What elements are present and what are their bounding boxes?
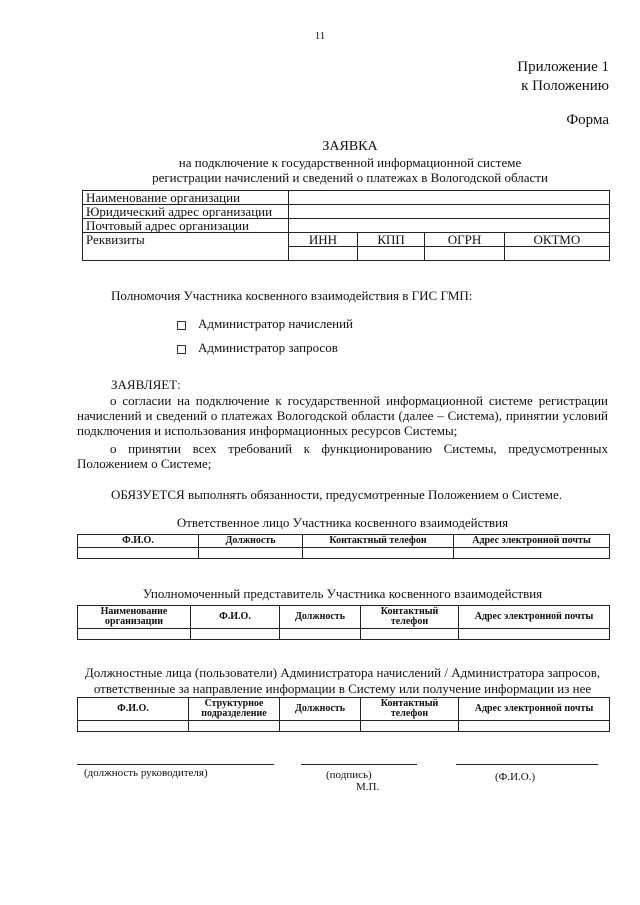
table-cell[interactable] <box>361 721 459 732</box>
subtitle-line-2: регистрации начислений и сведений о платежах в Вологодской области <box>152 170 548 185</box>
declares-paragraph-2: о принятии всех требований к функционированию Системы, предусмотренных Положением о Системе; <box>77 441 608 471</box>
table-row <box>78 698 610 721</box>
table-cell[interactable] <box>303 548 454 559</box>
column-header: Контактный телефон <box>361 698 459 721</box>
option-label: Администратор запросов <box>198 340 338 355</box>
obliges-statement: ОБЯЗУЕТСЯ выполнять обязанности, предусмотренные Положением о Системе. <box>111 487 562 502</box>
table-cell[interactable] <box>459 721 610 732</box>
document-title: ЗАЯВКА <box>322 139 378 154</box>
form-label: Форма <box>566 112 609 128</box>
table-row <box>78 606 610 629</box>
column-header: Ф.И.О. <box>191 606 280 629</box>
table-cell[interactable] <box>280 721 361 732</box>
checkbox-icon[interactable] <box>177 321 186 330</box>
full-name-caption: (Ф.И.О.) <box>495 771 536 783</box>
postal-address-label: Почтовый адрес организации <box>83 219 289 233</box>
org-name-field[interactable] <box>289 191 610 205</box>
table-cell[interactable] <box>78 548 199 559</box>
officials-title-line-1: Должностные лица (пользователи) Администратора начислений / Администратора запросов, <box>84 665 601 680</box>
declares-heading: ЗАЯВЛЯЕТ: <box>111 377 181 392</box>
table-cell[interactable] <box>78 629 191 640</box>
legal-address-field[interactable] <box>289 205 610 219</box>
table-cell[interactable] <box>191 629 280 640</box>
table-cell[interactable] <box>361 629 459 640</box>
officials-title-line-2: ответственные за направление информации в Систему или получение информации из нее <box>93 681 592 696</box>
oktmo-field[interactable] <box>504 247 609 261</box>
subtitle-line-1: на подключение к государственной информационной системе <box>178 155 522 170</box>
authorized-table <box>77 605 610 640</box>
column-header: Контактный телефон <box>361 606 459 629</box>
appendix-line-1: Приложение 1 <box>517 59 609 75</box>
table-cell[interactable] <box>189 721 280 732</box>
option-label: Администратор начислений <box>198 316 354 331</box>
table-row <box>83 191 610 205</box>
appendix-line-2: к Положению <box>521 78 609 94</box>
table-cell[interactable] <box>199 548 303 559</box>
column-header: Наименование организации <box>78 606 191 629</box>
table-row <box>83 219 610 233</box>
signature-line[interactable] <box>301 764 417 765</box>
responsible-table <box>77 534 610 559</box>
table-cell[interactable] <box>459 629 610 640</box>
checkbox-icon[interactable] <box>177 345 186 354</box>
option-charges-admin[interactable] <box>177 316 353 332</box>
signature-caption: (подпись) <box>326 769 372 781</box>
page-number: 11 <box>314 30 326 42</box>
inn-field[interactable] <box>289 247 358 261</box>
full-name-signature-line[interactable] <box>456 764 598 765</box>
stamp-placeholder: М.П. <box>356 781 380 793</box>
column-header: Должность <box>199 535 303 548</box>
legal-address-label: Юридический адрес организации <box>83 205 289 219</box>
table-cell[interactable] <box>78 721 189 732</box>
responsible-title: Ответственное лицо Участника косвенного взаимодействия <box>176 515 509 530</box>
org-name-label: Наименование организации <box>83 191 289 205</box>
position-signature-line[interactable] <box>77 764 274 765</box>
table-row <box>78 629 610 640</box>
kpp-header: КПП <box>357 233 424 247</box>
column-header: Структурное подразделение <box>189 698 280 721</box>
table-row <box>78 535 610 548</box>
ogrn-header: ОГРН <box>425 233 504 247</box>
column-header: Контактный телефон <box>303 535 454 548</box>
table-cell[interactable] <box>280 629 361 640</box>
column-header: Адрес электронной почты <box>459 606 610 629</box>
column-header: Адрес электронной почты <box>454 535 610 548</box>
postal-address-field[interactable] <box>289 219 610 233</box>
appendix-reference <box>517 58 609 96</box>
column-header: Ф.И.О. <box>78 535 199 548</box>
requisites-label: Реквизиты <box>83 233 289 261</box>
table-cell[interactable] <box>454 548 610 559</box>
table-row <box>83 205 610 219</box>
kpp-field[interactable] <box>357 247 424 261</box>
ogrn-field[interactable] <box>425 247 504 261</box>
column-header: Адрес электронной почты <box>459 698 610 721</box>
table-row <box>83 233 610 247</box>
inn-header: ИНН <box>289 233 358 247</box>
declares-paragraph-1: о согласии на подключение к государственной информационной системе регистрации начислений и сведений о платежах Вологодской области (далее – Система), принятии условий подключения и использования информационных ресурсов Системы; <box>77 393 608 438</box>
oktmo-header: ОКТМО <box>504 233 609 247</box>
officials-table <box>77 697 610 732</box>
authorized-title: Уполномоченный представитель Участника косвенного взаимодействия <box>142 586 543 601</box>
column-header: Ф.И.О. <box>78 698 189 721</box>
option-requests-admin[interactable] <box>177 340 338 356</box>
column-header: Должность <box>280 698 361 721</box>
head-position-caption: (должность руководителя) <box>84 767 208 779</box>
column-header: Должность <box>280 606 361 629</box>
table-row <box>78 548 610 559</box>
organization-table <box>82 190 610 261</box>
table-row <box>78 721 610 732</box>
powers-heading: Полномочия Участника косвенного взаимодействия в ГИС ГМП: <box>111 288 473 303</box>
